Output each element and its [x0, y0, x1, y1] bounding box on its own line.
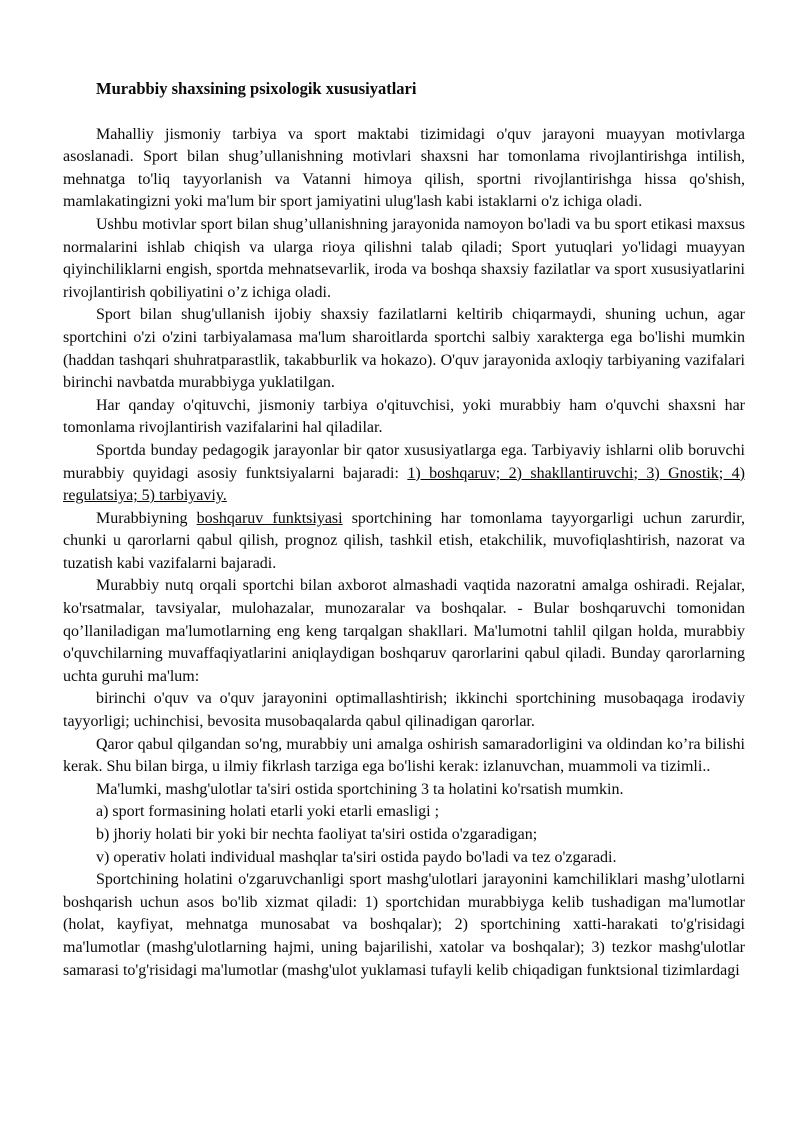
paragraph-coach-functions	[63, 440, 745, 508]
paragraph-management-function-lead: Murabbiyning	[96, 509, 197, 527]
paragraph-motives-manifestation: Ushbu motivlar sport bilan shug’ullanishning jarayonida namoyon bo'ladi va bu sport etikasi maxsus normalarini ishlab chiqish va ularga rioya qilishni talab qiladi; Sport yutuqlari yo'lidagi muayyan qiyinchiliklarni engish, sportda mehnatsevarlik, iroda va boshqa shaxsiy fazilatlar va sport xususiyatlarini rivojlantirish qobiliyatini o’z ichiga oladi.	[63, 215, 745, 301]
paragraph-management-function	[63, 508, 745, 576]
paragraph-teacher-tasks: Har qanday o'qituvchi, jismoniy tarbiya o'qituvchisi, yoki murabbiy ham o'quvchi shaxsni har tomonlama rivojlantirish vazifalarini hal qiladilar.	[63, 396, 745, 437]
management-function-underlined: boshqaruv funktsiyasi	[196, 509, 343, 527]
paragraph-state-variability: Sportchining holatini o'zgaruvchanligi sport mashg'ulotlari jarayonini kamchiliklari mashg’ulotlarni boshqarish uchun asos bo'lib xizmat qiladi: 1) sportchidan murabbiyga kelib tushadigan ma'lumotlar (holat, kayfiyat, mehnatga munosabat va boshqalar); 2) sportchining xatti-harakati to'g'risidagi ma'lumotlar (mashg'ulotlarning hajmi, uning bajarilishi, xatolar va boshqalar); 3) tezkor mashg'ulotlar samarasi to'g'risidagi ma'lumotlar (mashg'ulot yuklamasi tufayli kelib chiqadigan funktsional tizimlardagi	[63, 871, 745, 979]
paragraph-coach-functions-lead: Sportda bunday pedagogik jarayonlar bir qator xususiyatlarga ega. Tarbiyaviy ishlarni olib boruvchi murabbiy quyidagi asosiy funktsiyalarni bajaradi:	[63, 441, 745, 482]
paragraph-management-function-rest: sportchining har tomonlama tayyorgarligi uchun zarurdir, chunki u qarorlarni qabul qilish, prognoz qilish, tashkil etish, etakchilik, muvofiqlashtirish, nazorat va tuzatish kabi vazifalarni bajaradi.	[63, 509, 745, 572]
list-item-a-sport-form: a) sport formasining holati etarli yoki etarli emasligi ;	[96, 803, 440, 821]
paragraph-motives-intro: Mahalliy jismoniy tarbiya va sport maktabi tizimidagi o'quv jarayoni muayyan motivlarga asoslanadi. Sport bilan shug’ullanishning motivlari shaxsni har tomonlama rivojlantirishga intilish, mehnatga to'liq tayyorlanish va Vatanni himoya qilish, sportni rivojlantirishga hissa qo'shish, mamlakatingizni yoki ma'lum bir sport jamiyatini ulug'lash kabi istaklarni o'z ichiga oladi.	[63, 125, 745, 211]
list-item-v-operative-state: v) operativ holati individual mashqlar ta'siri ostida paydo bo'ladi va tez o'zgaradi.	[96, 848, 617, 866]
paragraph-decision-effectiveness: Qaror qabul qilgandan so'ng, murabbiy uni amalga oshirish samaradorligini va oldindan ko’ra bilishi kerak. Shu bilan birga, u ilmiy fikrlash tarziga ega bo'lishi kerak: izlanuvchan, muammoli va tizimli..	[63, 735, 745, 776]
document-title: Murabbiy shaxsining psixologik xususiyatlari	[96, 79, 417, 98]
functions-list-underlined: 1) boshqaruv; 2) shakllantiruvchi; 3) Gnostik; 4) regulatsiya; 5) tarbiyaviy.	[63, 464, 745, 505]
paragraph-self-education: Sport bilan shug'ullanish ijobiy shaxsiy fazilatlarni keltirib chiqarmaydi, shuning uchun, agar sportchini o'zi o'zini tarbiyalamasa ma'lum sharoitlarda sportchi salbiy xarakterga ega bo'lishi mumkin (haddan tashqari shuhratparastlik, takabburlik va hokazo). O'quv jarayonida axloqiy tarbiyaning vazifalari birinchi navbatda murabbiyga yuklatilgan.	[63, 306, 745, 392]
paragraph-three-states-intro: Ma'lumki, mashg'ulotlar ta'siri ostida sportchining 3 ta holatini ko'rsatish mumkin.	[96, 780, 624, 798]
paragraph-decision-groups: birinchi o'quv va o'quv jarayonini optimallashtirish; ikkinchi sportchining musobaqaga irodaviy tayyorligi; uchinchisi, bevosita musobaqalarda qabul qilinadigan qarorlar.	[63, 690, 745, 731]
paragraph-information-exchange: Murabbiy nutq orqali sportchi bilan axborot almashadi vaqtida nazoratni amalga oshiradi. Rejalar, ko'rsatmalar, tavsiyalar, mulohazalar, munozaralar va boshqalar. - Bular boshqaruvchi tomonidan qo’llaniladigan ma'lumotlarning eng keng tarqalgan shakllari. Ma'lumotni tahlil qilgan holda, murabbiy o'quvchilarning muvaffaqiyatlarini aniqlaydigan boshqaruv qarorlarini qabul qiladi. Bunday qarorlarning uchta guruhi ma'lum:	[63, 577, 745, 685]
list-item-b-current-state: b) jhoriy holati bir yoki bir nechta faoliyat ta'siri ostida o'zgaradigan;	[96, 826, 538, 843]
